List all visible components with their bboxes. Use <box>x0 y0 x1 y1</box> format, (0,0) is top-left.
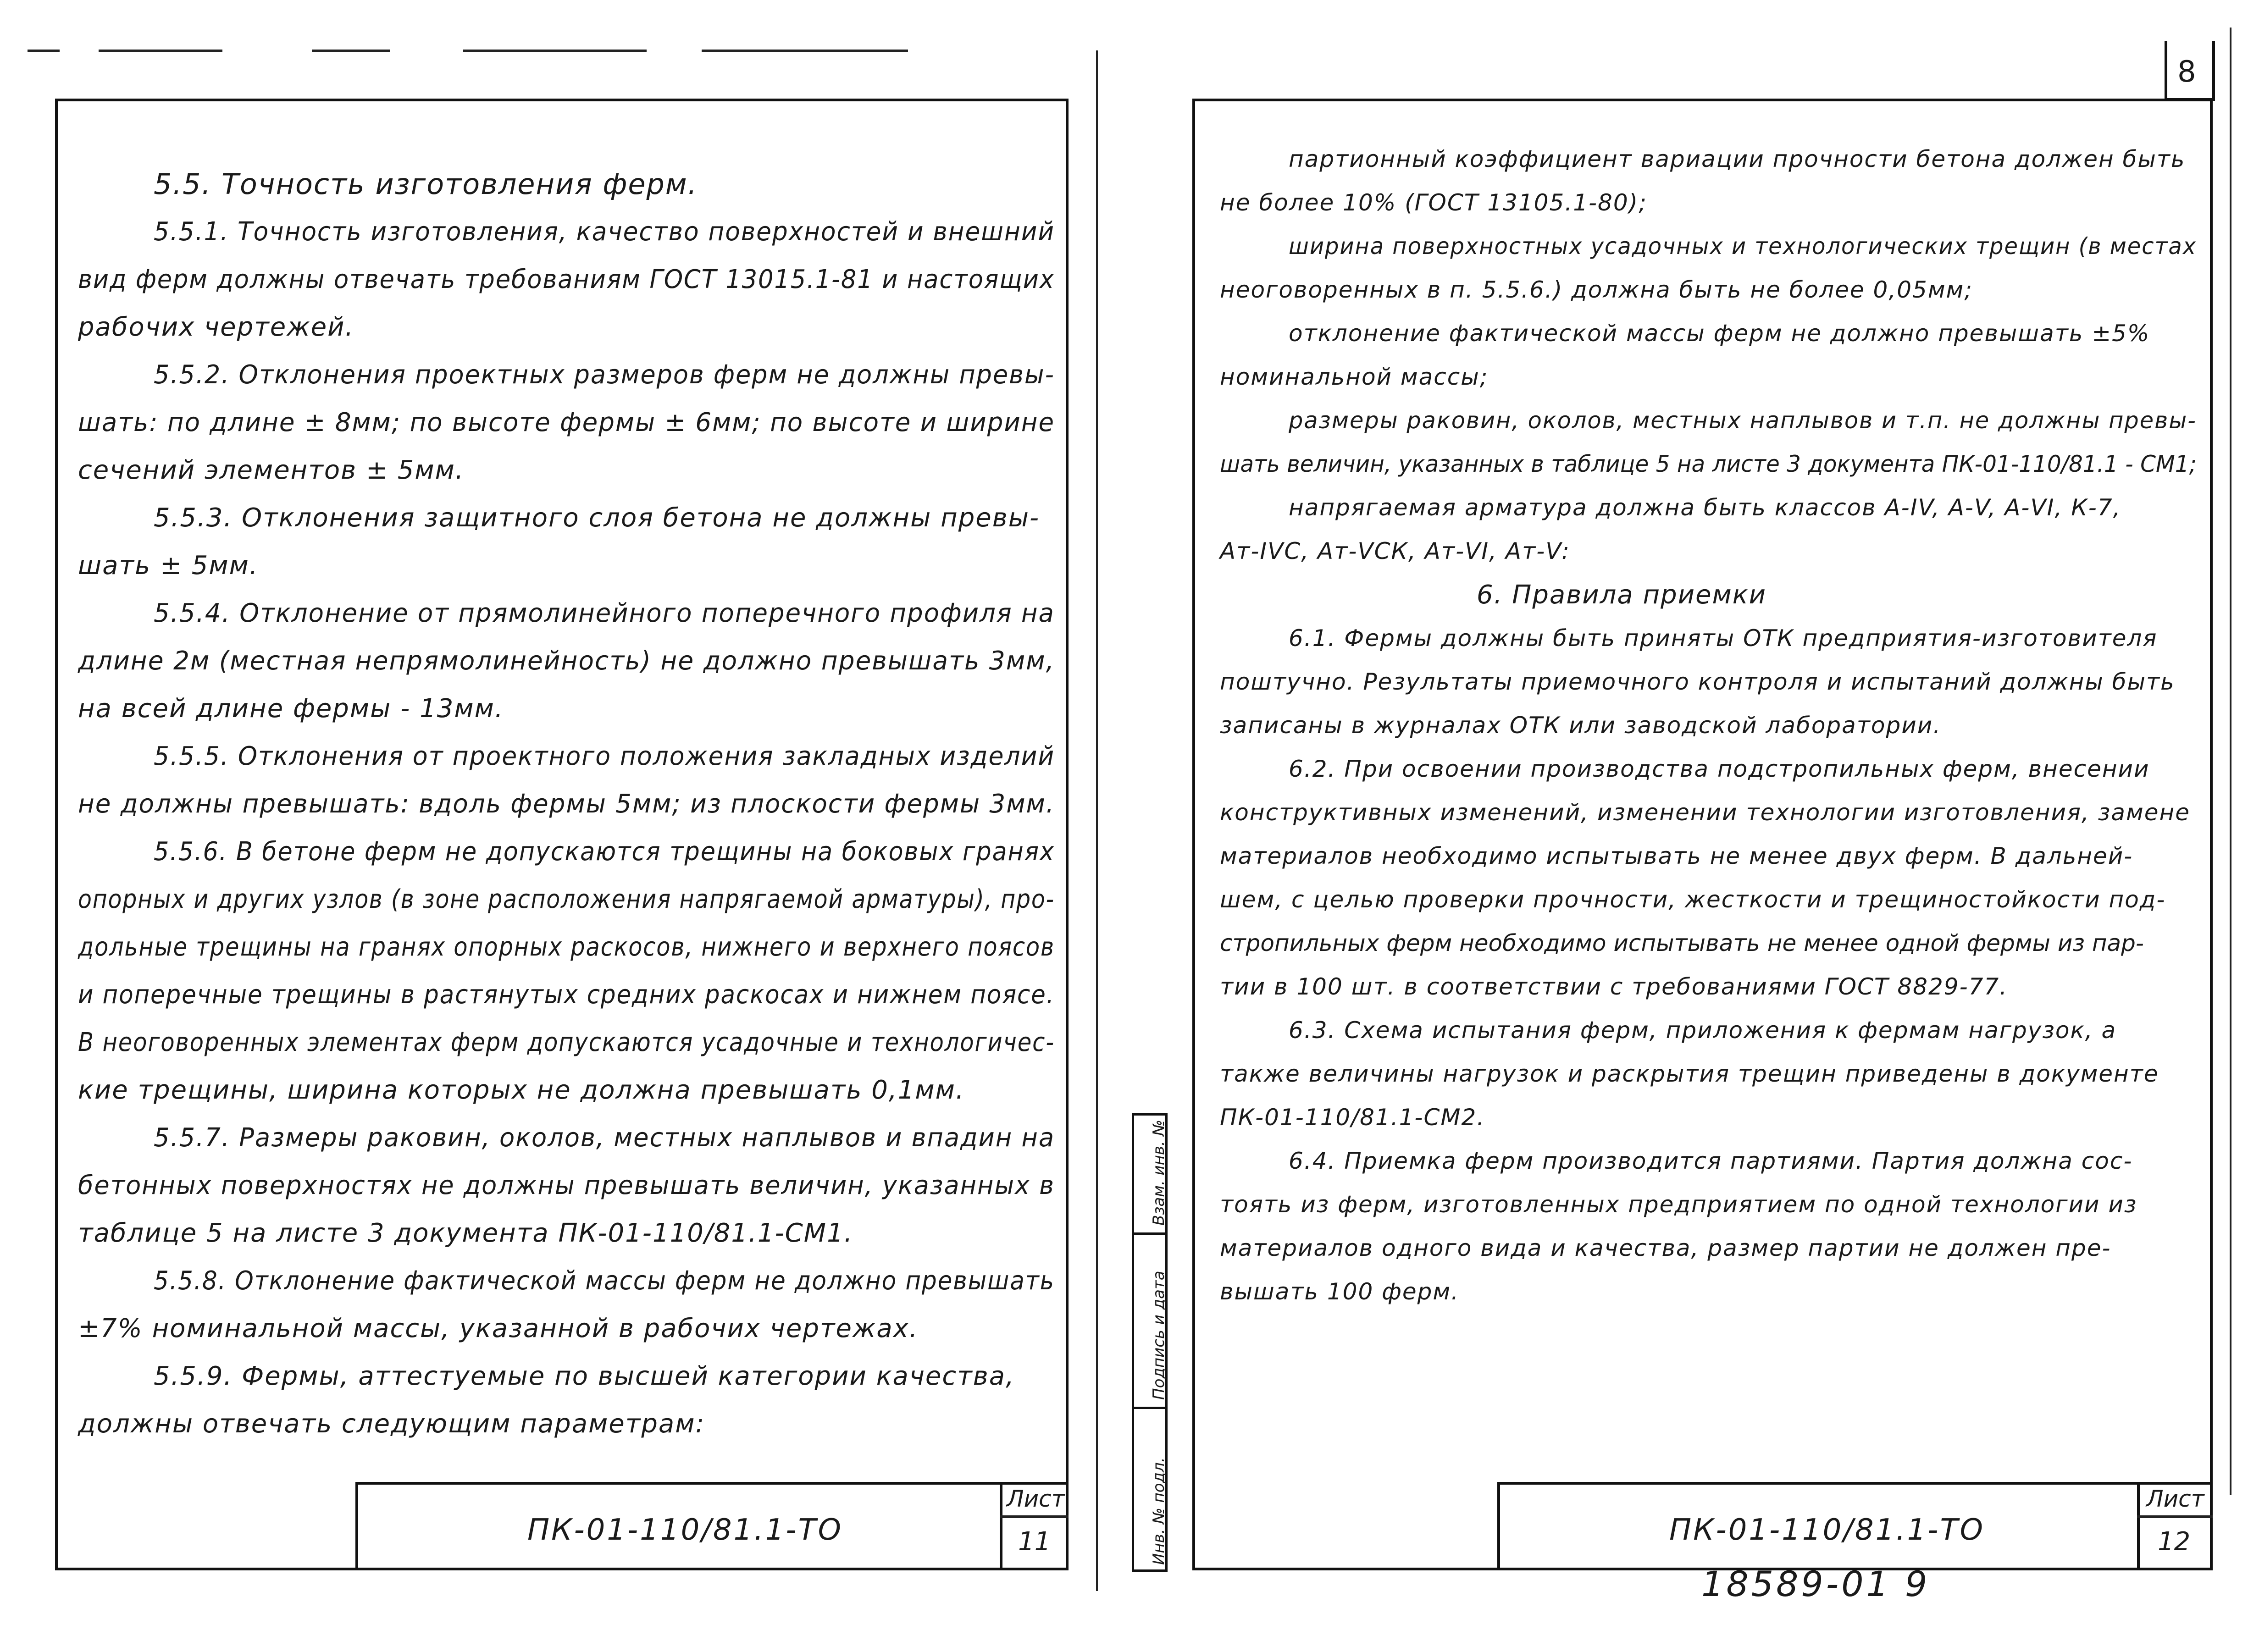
text-line: тоять из ферм, изготовленных предприятием по одной технологии из <box>1220 1191 2137 1218</box>
text-line: 5.5.5. Отклонения от проектного положения закладных изделий <box>154 741 1055 771</box>
section-heading: 5.5. Точность изготовления ферм. <box>154 167 698 201</box>
text-line: 5.5.2. Отклонения проектных размеров ферм не должны превы- <box>154 360 1055 390</box>
text-line: 5.5.6. В бетоне ферм не допускаются трещины на боковых гранях <box>154 837 1055 867</box>
text-line: 5.5.4. Отклонение от прямолинейного поперечного профиля на <box>154 598 1055 628</box>
text-line: отклонение фактической массы ферм не должно превышать ±5% <box>1289 320 2150 347</box>
top-dash <box>312 50 390 52</box>
text-line: партионный коэффициент вариации прочности бетона должен быть <box>1289 146 2186 172</box>
text-line: напрягаемая арматура должна быть классов А-IV, А-V, А-VI, К-7, <box>1289 494 2121 521</box>
text-line: кие трещины, ширина которых не должна превышать 0,1мм. <box>78 1075 965 1105</box>
text-line: поштучно. Результаты приемочного контроля и испытаний должны быть <box>1220 669 2175 695</box>
text-line: опорных и других узлов (в зоне расположения напрягаемой арматуры), про- <box>78 884 1055 914</box>
text-line: не должны превышать: вдоль фермы 5мм; из плоскости фермы 3мм. <box>78 789 1055 819</box>
text-line: вышать 100 ферм. <box>1220 1278 1460 1305</box>
text-line: 6.4. Приемка ферм производится партиями. Партия должна сос- <box>1289 1148 2133 1174</box>
text-line: ширина поверхностных усадочных и технологических трещин (в местах <box>1289 233 2197 260</box>
top-dash <box>28 50 60 52</box>
text-line: 5.5.9. Фермы, аттестуемые по высшей категории качества, <box>154 1361 1015 1391</box>
text-line: рабочих чертежей. <box>78 312 354 342</box>
text-line: стропильных ферм необходимо испытывать не менее одной фермы из пар- <box>1220 930 2144 956</box>
text-line: 5.5.3. Отклонения защитного слоя бетона не должны превы- <box>154 503 1040 533</box>
right-document-code: ПК-01-110/81.1-ТО <box>1669 1513 1985 1547</box>
text-line: записаны в журналах ОТК или заводской лаборатории. <box>1220 712 1942 739</box>
text-line: сечений элементов ± 5мм. <box>78 455 465 485</box>
left-sheet-text <box>78 160 1195 1448</box>
text-line: шать: по длине ± 8мм; по высоте фермы ± 6мм; по высоте и ширине <box>78 408 1055 437</box>
side-stamp-label: Инв. № подл. <box>1150 1457 1168 1565</box>
text-line: 5.5.8. Отклонение фактической массы ферм не должно превышать <box>154 1266 1055 1296</box>
left-sheet-number: 11 <box>1018 1527 1051 1557</box>
text-line: номинальной массы; <box>1220 364 1489 390</box>
text-line: не более 10% (ГОСТ 13105.1-80); <box>1220 189 1648 216</box>
right-sheet-cell-divider <box>2137 1515 2213 1518</box>
archive-number: 18589-01 9 <box>1701 1564 1930 1604</box>
top-dash <box>702 50 908 52</box>
page-number: 8 <box>2177 55 2196 89</box>
text-line: дольные трещины на гранях опорных раскосов, нижнего и верхнего поясов <box>78 932 1055 962</box>
text-line: бетонных поверхностях не должны превышать величин, указанных в <box>78 1171 1055 1200</box>
text-line: шем, с целью проверки прочности, жесткости и трещиностойкости под- <box>1220 886 2166 913</box>
text-line: тии в 100 шт. в соответствии с требованиями ГОСТ 8829-77. <box>1220 973 2008 1000</box>
text-line: длине 2м (местная непрямолинейность) не должно превышать 3мм, <box>78 646 1055 676</box>
right-sheet-number: 12 <box>2158 1527 2191 1557</box>
side-stamp <box>1132 1113 1168 1572</box>
text-line: В неоговоренных элементах ферм допускаются усадочные и технологичес- <box>78 1028 1055 1057</box>
left-sheet-cell-divider <box>1000 1515 1069 1518</box>
text-line: ±7% номинальной массы, указанной в рабочих чертежах. <box>78 1314 919 1343</box>
text-line: материалов необходимо испытывать не менее двух ферм. В дальней- <box>1220 843 2133 869</box>
text-line: материалов одного вида и качества, размер партии не должен пре- <box>1220 1235 2111 1261</box>
text-line: вид ферм должны отвечать требованиям ГОСТ 13015.1-81 и настоящих <box>78 265 1055 294</box>
text-line: 6.2. При освоении производства подстропильных ферм, внесении <box>1289 756 2150 782</box>
top-dash <box>463 50 647 52</box>
section-heading: 6. Правила приемки <box>1477 580 1766 610</box>
text-line: также величины нагрузок и раскрытия трещин приведены в документе <box>1220 1061 2159 1087</box>
text-line: должны отвечать следующим параметрам: <box>78 1409 705 1439</box>
text-line: конструктивных изменений, изменении технологии изготовления, замене <box>1220 799 2190 826</box>
right-sheet-text <box>1220 138 2235 1314</box>
side-stamp-label: Взам. инв. № <box>1150 1120 1168 1226</box>
text-line: 5.5.1. Точность изготовления, качество поверхностей и внешний <box>154 217 1055 247</box>
text-line: таблице 5 на листе 3 документа ПК-01-110/81.1-СМ1. <box>78 1218 853 1248</box>
side-stamp-label: Подпись и дата <box>1150 1271 1168 1400</box>
text-line: неоговоренных в п. 5.5.6.) должна быть не более 0,05мм; <box>1220 276 1973 303</box>
right-sheet-label: Лист <box>2146 1486 2204 1512</box>
text-line: ПК-01-110/81.1-СМ2. <box>1220 1104 1485 1131</box>
left-document-code: ПК-01-110/81.1-ТО <box>527 1513 843 1547</box>
left-sheet-label: Лист <box>1007 1486 1065 1512</box>
top-dash <box>99 50 222 52</box>
text-line: шать ± 5мм. <box>78 551 259 580</box>
text-line: шать величин, указанных в таблице 5 на листе 3 документа ПК-01-110/81.1 - СМ1; <box>1220 451 2197 477</box>
text-line: размеры раковин, околов, местных наплывов и т.п. не должны превы- <box>1289 407 2197 434</box>
text-line: 5.5.7. Размеры раковин, околов, местных наплывов и впадин на <box>154 1123 1055 1153</box>
text-line: на всей длине фермы - 13мм. <box>78 694 504 724</box>
text-line: и поперечные трещины в растянутых средних раскосах и нижнем поясе. <box>78 980 1055 1010</box>
text-line: 6.3. Схема испытания ферм, приложения к фермам нагрузок, а <box>1289 1017 2117 1044</box>
text-line: Ат-IVС, Ат-VСК, Ат-VI, Ат-V: <box>1220 538 1570 564</box>
text-line: 6.1. Фермы должны быть приняты ОТК предприятия-изготовителя <box>1289 625 2158 652</box>
